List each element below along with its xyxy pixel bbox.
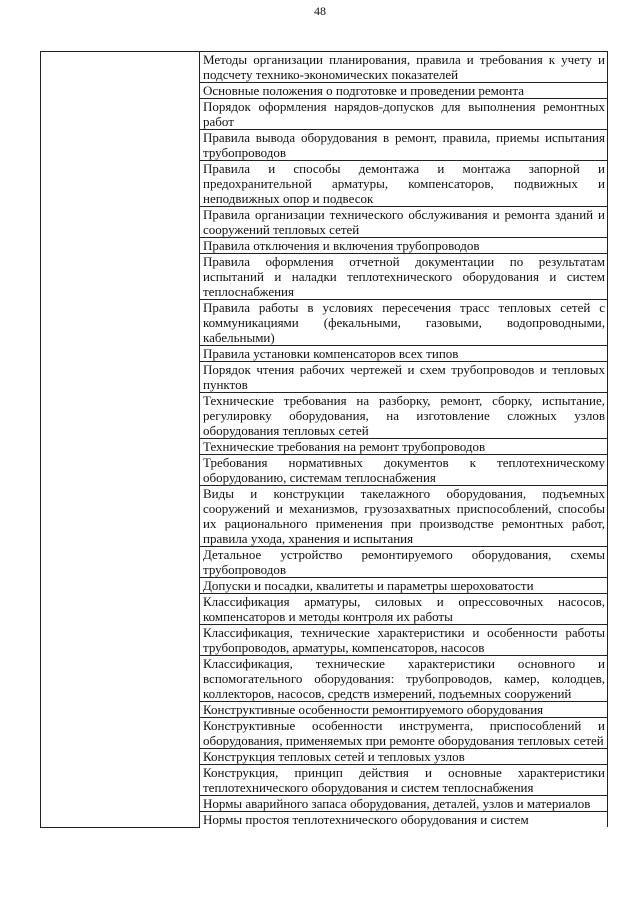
- knowledge-item: Виды и конструкции такелажного оборудования, подъемных сооружений и механизмов, грузозахватных приспособлений, способы их рационального применения при производстве ремонтных работ, правила ухода, хранения и испытания: [200, 486, 608, 547]
- knowledge-item: Конструкция, принцип действия и основные характеристики теплотехнического оборудования и систем теплоснабжения: [200, 765, 608, 796]
- knowledge-item: Классификация, технические характеристики основного и вспомогательного оборудования: трубопроводов, камер, колодцев, коллекторов, насосов, средств измерений, подъемных сооружений: [200, 656, 608, 702]
- knowledge-item: Правила установки компенсаторов всех типов: [200, 346, 608, 362]
- knowledge-item: Классификация, технические характеристики и особенности работы трубопроводов, арматуры, компенсаторов, насосов: [200, 625, 608, 656]
- knowledge-item: Конструкция тепловых сетей и тепловых узлов: [200, 749, 608, 765]
- table-body: [41, 52, 608, 828]
- knowledge-item: Методы организации планирования, правила и требования к учету и подсчету технико-экономических показателей: [200, 52, 608, 83]
- knowledge-item: Технические требования на ремонт трубопроводов: [200, 439, 608, 455]
- knowledge-item: Требования нормативных документов к теплотехническому оборудованию, системам теплоснабжения: [200, 455, 608, 486]
- knowledge-item: Правила организации технического обслуживания и ремонта зданий и сооружений тепловых сетей: [200, 207, 608, 238]
- knowledge-item: Конструктивные особенности ремонтируемого оборудования: [200, 702, 608, 718]
- left-column-cell: [41, 52, 200, 828]
- knowledge-item: Правила и способы демонтажа и монтажа запорной и предохранительной арматуры, компенсаторов, подвижных и неподвижных опор и подвесок: [200, 161, 608, 207]
- knowledge-item: Правила оформления отчетной документации по результатам испытаний и наладки теплотехнического оборудования и систем теплоснабжения: [200, 254, 608, 300]
- page-number: 48: [314, 4, 326, 18]
- knowledge-item: Правила вывода оборудования в ремонт, правила, приемы испытания трубопроводов: [200, 130, 608, 161]
- knowledge-item: Нормы простоя теплотехнического оборудования и систем: [200, 812, 608, 828]
- knowledge-item: Технические требования на разборку, ремонт, сборку, испытание, регулировку оборудования, на изготовление сложных узлов оборудования тепловых сетей: [200, 393, 608, 439]
- knowledge-item: Детальное устройство ремонтируемого оборудования, схемы трубопроводов: [200, 547, 608, 578]
- knowledge-item: Порядок оформления нарядов-допусков для выполнения ремонтных работ: [200, 99, 608, 130]
- table-row: [41, 52, 608, 83]
- knowledge-item: Порядок чтения рабочих чертежей и схем трубопроводов и тепловых пунктов: [200, 362, 608, 393]
- knowledge-item: Нормы аварийного запаса оборудования, деталей, узлов и материалов: [200, 796, 608, 812]
- knowledge-item: Допуски и посадки, квалитеты и параметры шероховатости: [200, 578, 608, 594]
- knowledge-item: Основные положения о подготовке и проведении ремонта: [200, 83, 608, 99]
- knowledge-item: Конструктивные особенности инструмента, приспособлений и оборудования, применяемых при ремонте оборудования тепловых сетей: [200, 718, 608, 749]
- knowledge-item: Классификация арматуры, силовых и опрессовочных насосов, компенсаторов и методы контроля их работы: [200, 594, 608, 625]
- knowledge-item: Правила отключения и включения трубопроводов: [200, 238, 608, 254]
- knowledge-item: Правила работы в условиях пересечения трасс тепловых сетей с коммуникациями (фекальными, газовыми, водопроводными, кабельными): [200, 300, 608, 346]
- knowledge-table: [40, 51, 608, 828]
